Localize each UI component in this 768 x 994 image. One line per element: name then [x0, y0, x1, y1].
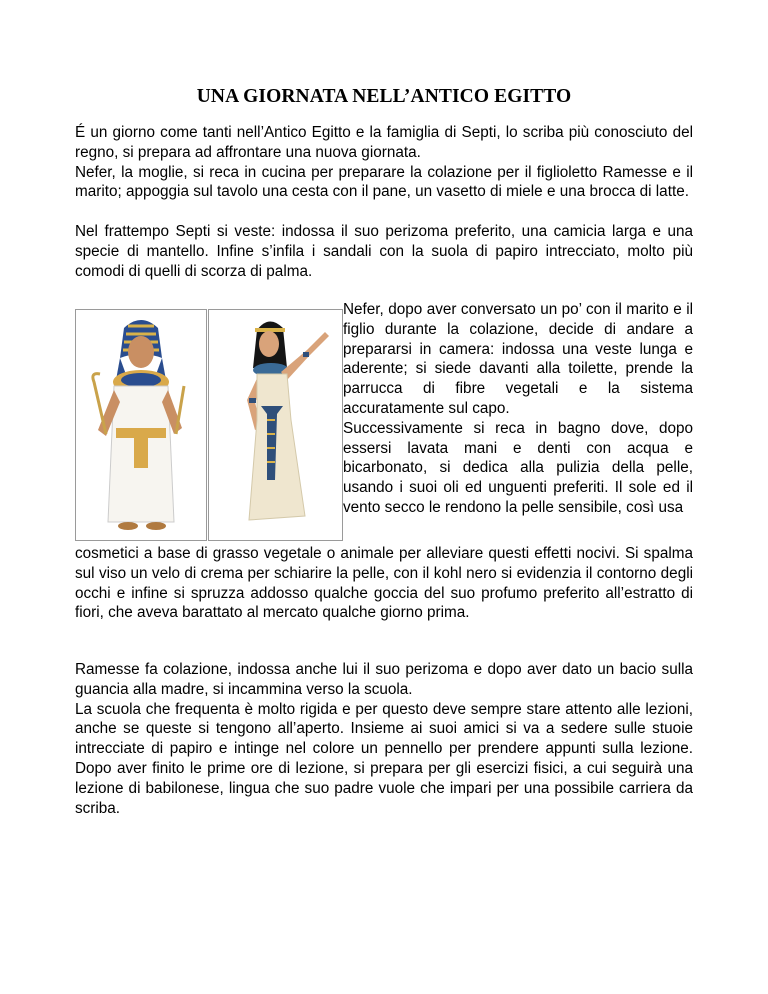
paragraph: Successivamente si reca in bagno dove, dopo essersi lavata mani e denti con acqua e bicarbonato, si dedica alla pulizia della pelle, usando i suoi oli ed unguenti preferiti. Il sole ed il vento secco le rendono la pelle sensibile, così usa — [343, 419, 693, 516]
paragraph: Nel frattempo Septi si veste: indossa il suo perizoma preferito, una camicia larga e una specie di mantello. Infine s’infila i sandali con la suola di papiro intrecciato, molto più comodi di quelli di scorza di palma. — [75, 222, 693, 280]
paragraph: Nefer, dopo aver conversato un po’ con il marito e il figlio durante la colazione, decide di andare a prepararsi in camera: indossa una veste lunga e aderente; si siede davanti alla toilette, prende la parrucca di fibre vegetali e la sistema accuratamente sul capo. — [343, 301, 693, 417]
document-title: UNA GIORNATA NELL’ANTICO EGITTO — [196, 86, 572, 107]
intro-paragraphs — [75, 123, 693, 281]
paragraph: cosmetici a base di grasso vegetale o animale per alleviare questi effetti nocivi. Si spalma sul viso un velo di crema per schiarire la pelle, con il kohl nero si evidenzia il contorno degli occhi e infine si spruzza addosso qualche goccia del suo profumo preferito all’estratto di fiori, che aveva barattato al mercato qualche giorno prima. — [75, 545, 693, 622]
floated-paragraph — [343, 300, 693, 518]
continuation-paragraph — [75, 544, 693, 623]
paragraph: Ramesse fa colazione, indossa anche lui il suo perizoma e dopo aver dato un bacio sulla guancia alla madre, si incammina verso la scuola. — [75, 661, 693, 698]
closing-paragraphs — [75, 660, 693, 818]
paragraph: É un giorno come tanti nell’Antico Egitto e la famiglia di Septi, lo scriba più conosciuto del regno, si prepara ad affrontare una nuova giornata. — [75, 124, 693, 161]
queen-costume-image — [208, 309, 343, 541]
paragraph: Nefer, la moglie, si reca in cucina per preparare la colazione per il figlioletto Ramesse e il marito; appoggia sul tavolo una cesta con il pane, un vasetto di miele e una brocca di latte. — [75, 163, 693, 201]
pharaoh-costume-image — [75, 309, 207, 541]
paragraph: La scuola che frequenta è molto rigida e per questo deve sempre stare attento alle lezioni, anche se queste si tengono all’aperto. Insieme ai suoi amici si va a sedere sulle stuoie intrecciate di papiro e intinge nel colore un pennello per prendere appunti sulla lezione. Dopo aver finito le prime ore di lezione, si prepara per gli esercizi fisici, a cui seguirà una lezione di babilonese, lingua che suo padre vuole che impari per una possibile carriera da scriba. — [75, 700, 693, 817]
